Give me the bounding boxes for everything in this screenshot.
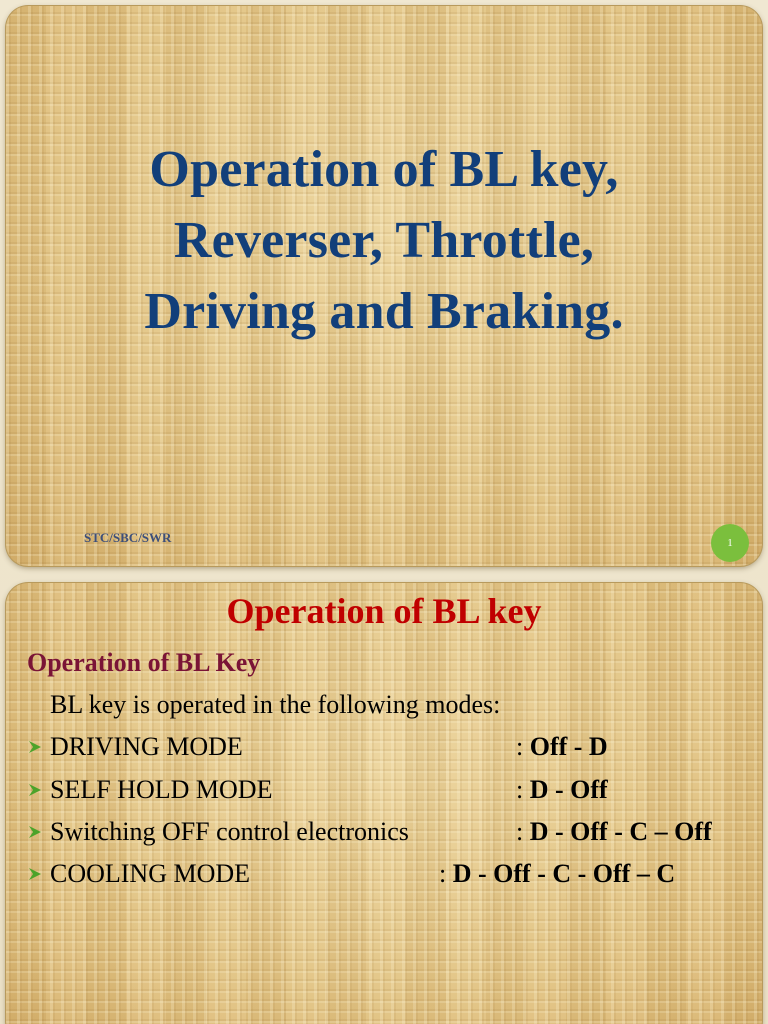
title-line-1: Operation of BL key,	[149, 141, 619, 198]
title-line-2: Reverser, Throttle,	[173, 212, 595, 269]
slide-2	[6, 583, 762, 1024]
mode-label: Switching OFF control electronics	[50, 817, 409, 846]
mode-colon: :	[516, 775, 524, 804]
list-item	[24, 772, 754, 808]
mode-colon: :	[516, 732, 524, 761]
page-number-badge: 1	[711, 524, 749, 562]
mode-sequence: D - Off - C – Off	[529, 817, 712, 846]
slide-2-title: Operation of BL key	[226, 591, 542, 631]
mode-sequence: D - Off	[529, 775, 608, 804]
slide-1	[6, 6, 762, 566]
mode-label: DRIVING MODE	[50, 732, 243, 761]
list-item	[24, 729, 754, 765]
mode-colon: :	[439, 859, 447, 888]
mode-value	[516, 814, 712, 850]
title-line-3: Driving and Braking.	[144, 283, 624, 340]
arrowhead-bullet-icon	[24, 772, 50, 808]
mode-label: COOLING MODE	[50, 859, 251, 888]
list-item	[24, 856, 754, 892]
arrowhead-bullet-icon	[24, 856, 50, 892]
slide-2-subheading: Operation of BL Key	[27, 648, 261, 677]
mode-colon: :	[516, 817, 524, 846]
slide-2-intro: BL key is operated in the following modes:	[50, 690, 501, 719]
mode-sequence: D - Off - C - Off – C	[452, 859, 676, 888]
arrowhead-bullet-icon	[24, 729, 50, 765]
slide-1-title	[6, 134, 762, 347]
arrowhead-bullet-icon	[24, 814, 50, 850]
mode-value	[439, 856, 675, 892]
mode-sequence: Off - D	[529, 732, 608, 761]
list-item	[24, 814, 754, 850]
mode-value	[516, 729, 608, 765]
mode-value	[516, 772, 608, 808]
mode-label: SELF HOLD MODE	[50, 775, 273, 804]
slide-footer: STC/SBC/SWR	[84, 530, 172, 545]
